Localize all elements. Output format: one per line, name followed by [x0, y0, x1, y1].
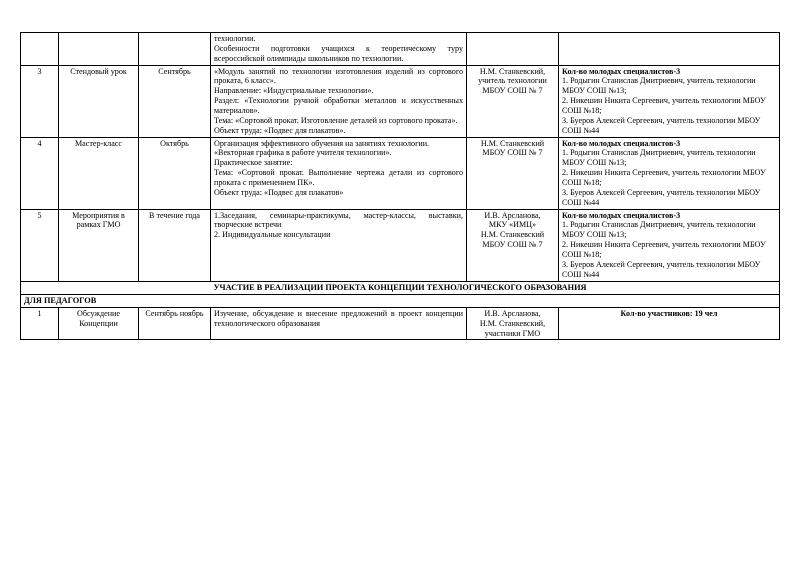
result-item: 3. Буеров Алексей Сергеевич, учитель технологии МБОУ СОШ №44: [562, 259, 761, 279]
cell-number: 4: [21, 137, 59, 209]
result-title: Кол-во участников: 19 чел: [620, 308, 718, 318]
cell-number: 3: [21, 65, 59, 137]
responsible-line: МБОУ СОШ № 7: [482, 148, 543, 158]
table-row: [21, 307, 780, 340]
content-line: «Модуль занятий по технологии изготовления изделий из сортового проката, 6 класс».: [214, 66, 463, 86]
cell-result: [559, 65, 780, 137]
cell-form: Мероприятия в рамках ГМО: [59, 209, 139, 281]
cell-date: [139, 33, 211, 66]
cell-form: Стендовый урок: [59, 65, 139, 137]
cell-responsible: [467, 307, 559, 340]
cell-responsible: [467, 137, 559, 209]
cell-number: 1: [21, 307, 59, 340]
cell-result: [559, 137, 780, 209]
cell-date: Сентябрь ноябрь: [139, 307, 211, 340]
responsible-line: Н.М. Станкевский,: [479, 66, 546, 76]
banner-title: УЧАСТИЕ В РЕАЛИЗАЦИИ ПРОЕКТА КОНЦЕПЦИИ ТЕХНОЛОГИЧЕСКОГО ОБРАЗОВАНИЯ: [21, 281, 780, 294]
table-row: [21, 209, 780, 281]
cell-date: Октябрь: [139, 137, 211, 209]
cell-number: [21, 33, 59, 66]
cell-result: [559, 209, 780, 281]
responsible-line: МБОУ СОШ № 7: [482, 240, 543, 250]
content-line: Особенности подготовки учащихся к теоретическому туру всероссийской олимпиады школьников по технологии.: [214, 43, 463, 63]
cell-responsible: [467, 65, 559, 137]
responsible-line: Н.М. Станкевский: [480, 138, 545, 148]
cell-form: [59, 33, 139, 66]
table-row: [21, 65, 780, 137]
responsible-line: участники ГМО: [484, 328, 541, 338]
responsible-line: Н.М. Станкевский: [480, 230, 545, 240]
table-row: [21, 137, 780, 209]
section-label: ДЛЯ ПЕДАГОГОВ: [21, 294, 780, 307]
result-item: 2. Никешин Никита Сергеевич, учитель технологии МБОУ СОШ №18;: [562, 240, 766, 260]
content-line: Объект труда: «Подвес для плакатов»: [214, 187, 344, 197]
result-item: 2. Никешин Никита Сергеевич, учитель технологии МБОУ СОШ №18;: [562, 168, 766, 188]
cell-content: [211, 137, 467, 209]
content-line: технологии.: [214, 34, 256, 43]
responsible-line: И.В. Арсланова,: [484, 308, 541, 318]
cell-responsible: [467, 33, 559, 66]
responsible-line: МБОУ СОШ № 7: [482, 86, 543, 96]
cell-date: Сентябрь: [139, 65, 211, 137]
table-row-continued: [21, 33, 780, 66]
content-line: 2. Индивидуальные консультации: [214, 230, 331, 240]
cell-form: Мастер-класс: [59, 137, 139, 209]
responsible-line: Н.М. Станкевский,: [479, 318, 546, 328]
cell-date: В течение года: [139, 209, 211, 281]
result-title: Кол-во молодых специалистов-3: [562, 210, 681, 220]
content-line: Тема: «Сортовой прокат. Выполнение чертежа детали из сортового проката с применением ПК».: [214, 168, 463, 188]
cell-content: [211, 307, 467, 340]
table-banner-row: [21, 281, 780, 294]
result-item: 1. Родыгин Станислав Дмитриевич, учитель технологии МБОУ СОШ №13;: [562, 76, 756, 96]
activity-plan-table: [20, 32, 780, 340]
content-line: Тема: «Сортовой прокат. Изготовление деталей из сортового проката».: [214, 115, 458, 125]
cell-content: [211, 33, 467, 66]
content-line: «Векторная графика в работе учителя технологии».: [214, 148, 392, 158]
cell-number: 5: [21, 209, 59, 281]
content-line: Организация эффективного обучения на занятиях технологии.: [214, 138, 430, 148]
content-line: Практическое занятие:: [214, 158, 293, 168]
content-line: Раздел: «Технологии ручной обработки металлов и искусственных материалов».: [214, 96, 463, 116]
result-item: 1. Родыгин Станислав Дмитриевич, учитель технологии МБОУ СОШ №13;: [562, 220, 756, 240]
responsible-line: МКУ «ИМЦ»: [488, 220, 537, 230]
table-section-row: [21, 294, 780, 307]
content-line: 1.Заседания, семинары-практикумы, мастер-классы, выставки, творческие встречи: [214, 210, 463, 230]
content-line: Изучение, обсуждение и внесение предложений в проект концепции технологического образования: [214, 308, 463, 328]
content-line: Направление: «Индустриальные технологии».: [214, 86, 374, 96]
cell-result: [559, 307, 780, 340]
result-item: 1. Родыгин Станислав Дмитриевич, учитель технологии МБОУ СОШ №13;: [562, 148, 756, 168]
cell-content: [211, 65, 467, 137]
result-item: 2. Никешин Никита Сергеевич, учитель технологии МБОУ СОШ №18;: [562, 96, 766, 116]
responsible-line: учитель технологии: [478, 76, 547, 86]
result-title: Кол-во молодых специалистов-3: [562, 138, 681, 148]
result-title: Кол-во молодых специалистов-3: [562, 66, 681, 76]
cell-responsible: [467, 209, 559, 281]
result-item: 3. Буеров Алексей Сергеевич, учитель технологии МБОУ СОШ №44: [562, 115, 761, 135]
cell-result: [559, 33, 780, 66]
result-item: 3. Буеров Алексей Сергеевич, учитель технологии МБОУ СОШ №44: [562, 187, 761, 207]
content-line: Объект труда: «Подвес для плакатов».: [214, 125, 346, 135]
cell-content: [211, 209, 467, 281]
responsible-line: И.В. Арсланова,: [484, 210, 541, 220]
cell-form: Обсуждение Концепции: [59, 307, 139, 340]
